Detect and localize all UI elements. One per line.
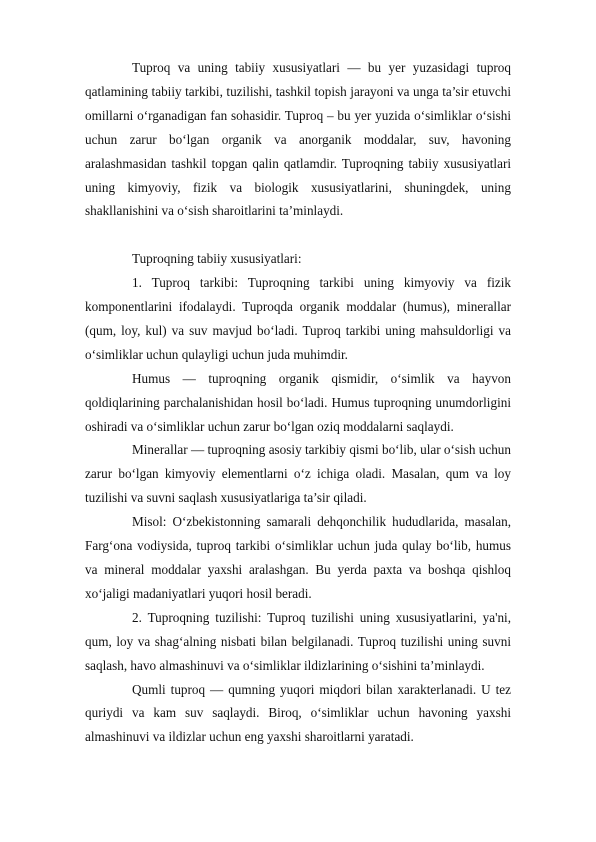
paragraph-soil-composition: 1. Tuproq tarkibi: Tuproqning tarkibi uning kimyoviy va fizik komponentlarini ifodalaydi. Tuproqda organik moddalar (humus), minerallar (qum, loy, kul) va suv mavjud bo‘ladi. Tuproq tarkibi uning mahsuldorligi va o‘simliklar uchun qulayligi uchun juda muhimdir. <box>85 275 511 362</box>
paragraph-example: Misol: O‘zbekistonning samarali dehqonchilik hududlarida, masalan, Farg‘ona vodiysida, tuproq tarkibi o‘simliklar uchun juda qulay bo‘lib, humus va mineral moddalar yaxshi aralashgan. Bu yerda paxta va boshqa qishloq xo‘jaligi madaniyatlari yuqori hosil beradi. <box>85 514 511 601</box>
paragraph-humus: Humus — tuproqning organik qismidir, o‘simlik va hayvon qoldiqlarining parchalanishidan hosil bo‘ladi. Humus tuproqning unumdorligini oshiradi va o‘simliklar uchun zarur bo‘lgan oziq moddalarni saqlaydi. <box>85 370 511 434</box>
section-heading: Tuproqning tabiiy xususiyatlari: <box>132 251 302 267</box>
intro-paragraph: Tuproq va uning tabiiy xususiyatlari — bu yer yuzasidagi tuproq qatlamining tabiiy tarkibi, tuzilishi, tashkil topish jarayoni va unga ta’sir etuvchi omillarni o‘rganadigan fan sohasidir. Tuproq – bu yer yuzida o‘simliklar o‘sishi uchun zarur bo‘lgan organik va anorganik moddalar, suv, havoning aralashmasidan tashkil topgan qalin qatlamdir. Tuproqning tabiiy xususiyatlari uning kimyoviy, fizik va biologik xususiyatlarini, shuningdek, uning shakllanishini va o‘sish sharoitlarini ta’minlaydi. <box>85 60 511 219</box>
paragraph-minerals: Minerallar — tuproqning asosiy tarkibiy qismi bo‘lib, ular o‘sish uchun zarur bo‘lgan kimyoviy elementlarni o‘z ichiga oladi. Masalan, qum va loy tuzilishi va suvni saqlash xususiyatlariga ta’sir qiladi. <box>85 442 511 506</box>
document-page <box>85 56 511 749</box>
paragraph-soil-structure: 2. Tuproqning tuzilishi: Tuproq tuzilishi uning xususiyatlarini, ya'ni, qum, loy va shag‘alning nisbati bilan belgilanadi. Tuproq tuzilishi uning suvni saqlash, havo almashinuvi va o‘simliklar ildizlarining o‘sishini ta’minlaydi. <box>85 609 511 673</box>
paragraph-sandy-soil: Qumli tuproq — qumning yuqori miqdori bilan xarakterlanadi. U tez quriydi va kam suv saqlaydi. Biroq, o‘simliklar uchun havoning yaxshi almashinuvi va ildizlar uchun eng yaxshi sharoitlarni yaratadi. <box>85 681 511 745</box>
